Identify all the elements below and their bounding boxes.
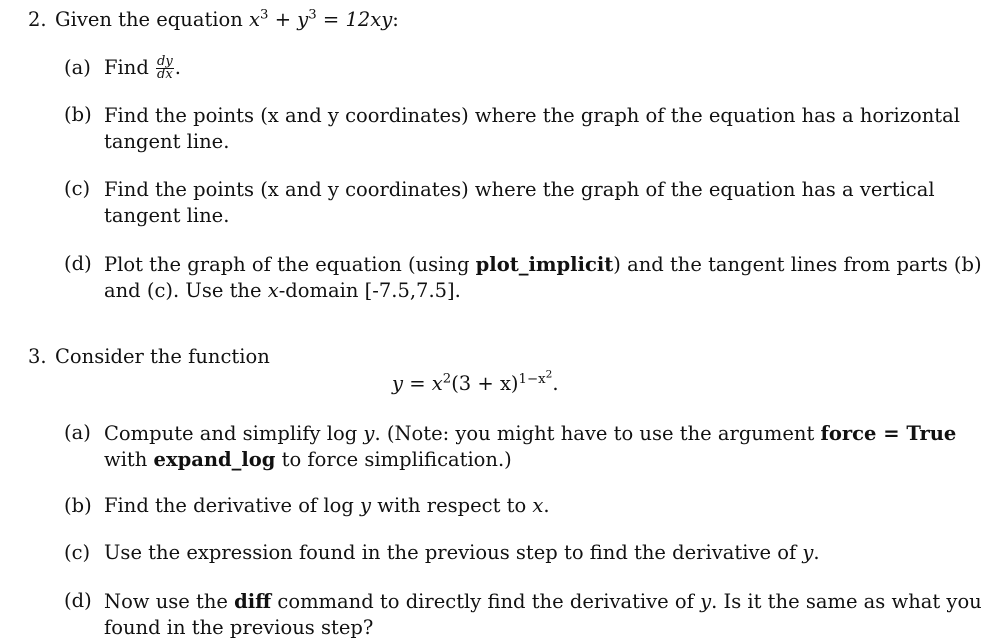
q3a-var: y (363, 422, 375, 445)
q3b-post: . (543, 494, 550, 517)
q2d-mid: ) and the tangent lines from parts (b) and (c). Use the (104, 253, 982, 302)
force-true-arg: force = True (820, 422, 957, 445)
q3b-text (104, 494, 550, 517)
formula-sq: 2 (442, 371, 452, 387)
q3a-mid: . (Note: you might have to use the argument (374, 422, 815, 445)
frac-den: dx (157, 67, 173, 82)
q3a-text (104, 421, 984, 473)
question-2-number: 2. (28, 8, 47, 31)
question-3-number: 3. (28, 345, 47, 368)
q2c-label: (c) (64, 177, 91, 200)
q2d-post: -domain [-7.5,7.5]. (278, 279, 461, 302)
eq-plus: + (274, 8, 292, 31)
formula-mid: (3 + x) (451, 372, 519, 395)
q2d-var: x (267, 279, 279, 302)
q2b-label: (b) (64, 103, 92, 126)
eq-colon: : (392, 8, 399, 31)
q3a-label: (a) (64, 421, 91, 444)
q2d-text (104, 252, 984, 304)
q2a-label: (a) (64, 56, 91, 79)
q3d-label: (d) (64, 589, 92, 612)
q3-intro: Consider the function (55, 345, 270, 368)
q3d-mid: command to directly find the derivative of (277, 590, 694, 613)
formula-exp-sq: 2 (545, 368, 553, 381)
q3c-text (104, 541, 820, 564)
diff-command: diff (234, 590, 272, 613)
expand-log-command: expand_log (153, 448, 276, 471)
q2a-text (104, 56, 181, 81)
q2-intro: Given the equation (55, 8, 243, 31)
q2a-end: . (174, 56, 181, 79)
q3c-pre: Use the expression found in the previous step to find the derivative of (104, 541, 797, 564)
q3d-post: . Is it the same as what you found in the previous step? (104, 590, 982, 639)
q3a-post: to force simplification.) (281, 448, 512, 471)
q3d-var: y (700, 590, 712, 613)
dy-dx-fraction (156, 56, 174, 81)
q2a-find: Find (104, 56, 149, 79)
eq-x: x (249, 8, 261, 31)
q3b-pre: Find the derivative of log (104, 494, 354, 517)
q3b-label: (b) (64, 494, 92, 517)
q2d-label: (d) (64, 252, 92, 275)
formula-end: . (552, 372, 559, 395)
q3b-var: y (360, 494, 372, 517)
question-2-prompt (55, 8, 399, 31)
eq-y-exp: 3 (308, 7, 317, 23)
formula-exp: 1−x (518, 371, 546, 387)
frac-num: dy (157, 54, 173, 69)
q3b-var2: x (532, 494, 544, 517)
eq-rhs: 12xy (345, 8, 393, 31)
q3a-pre: Compute and simplify log (104, 422, 358, 445)
eq-x-exp: 3 (260, 7, 269, 23)
q2c-text: Find the points (x and y coordinates) where the graph of the equation has a vertical tangent line. (104, 178, 935, 227)
q3-formula (392, 368, 559, 395)
q3c-label: (c) (64, 541, 91, 564)
eq-y: y (297, 8, 309, 31)
plot-implicit-command: plot_implicit (475, 253, 614, 276)
q2b-text: Find the points (x and y coordinates) where the graph of the equation has a horizontal tangent line. (104, 104, 960, 153)
formula-lhs: y = x (392, 372, 443, 395)
q3c-post: . (813, 541, 820, 564)
eq-equals: = (322, 8, 340, 31)
q3a-mid2: with (104, 448, 148, 471)
q2d-pre: Plot the graph of the equation (using (104, 253, 470, 276)
q3b-mid: with respect to (377, 494, 527, 517)
q3d-text (104, 589, 984, 641)
q3c-var: y (802, 541, 814, 564)
q3d-pre: Now use the (104, 590, 228, 613)
